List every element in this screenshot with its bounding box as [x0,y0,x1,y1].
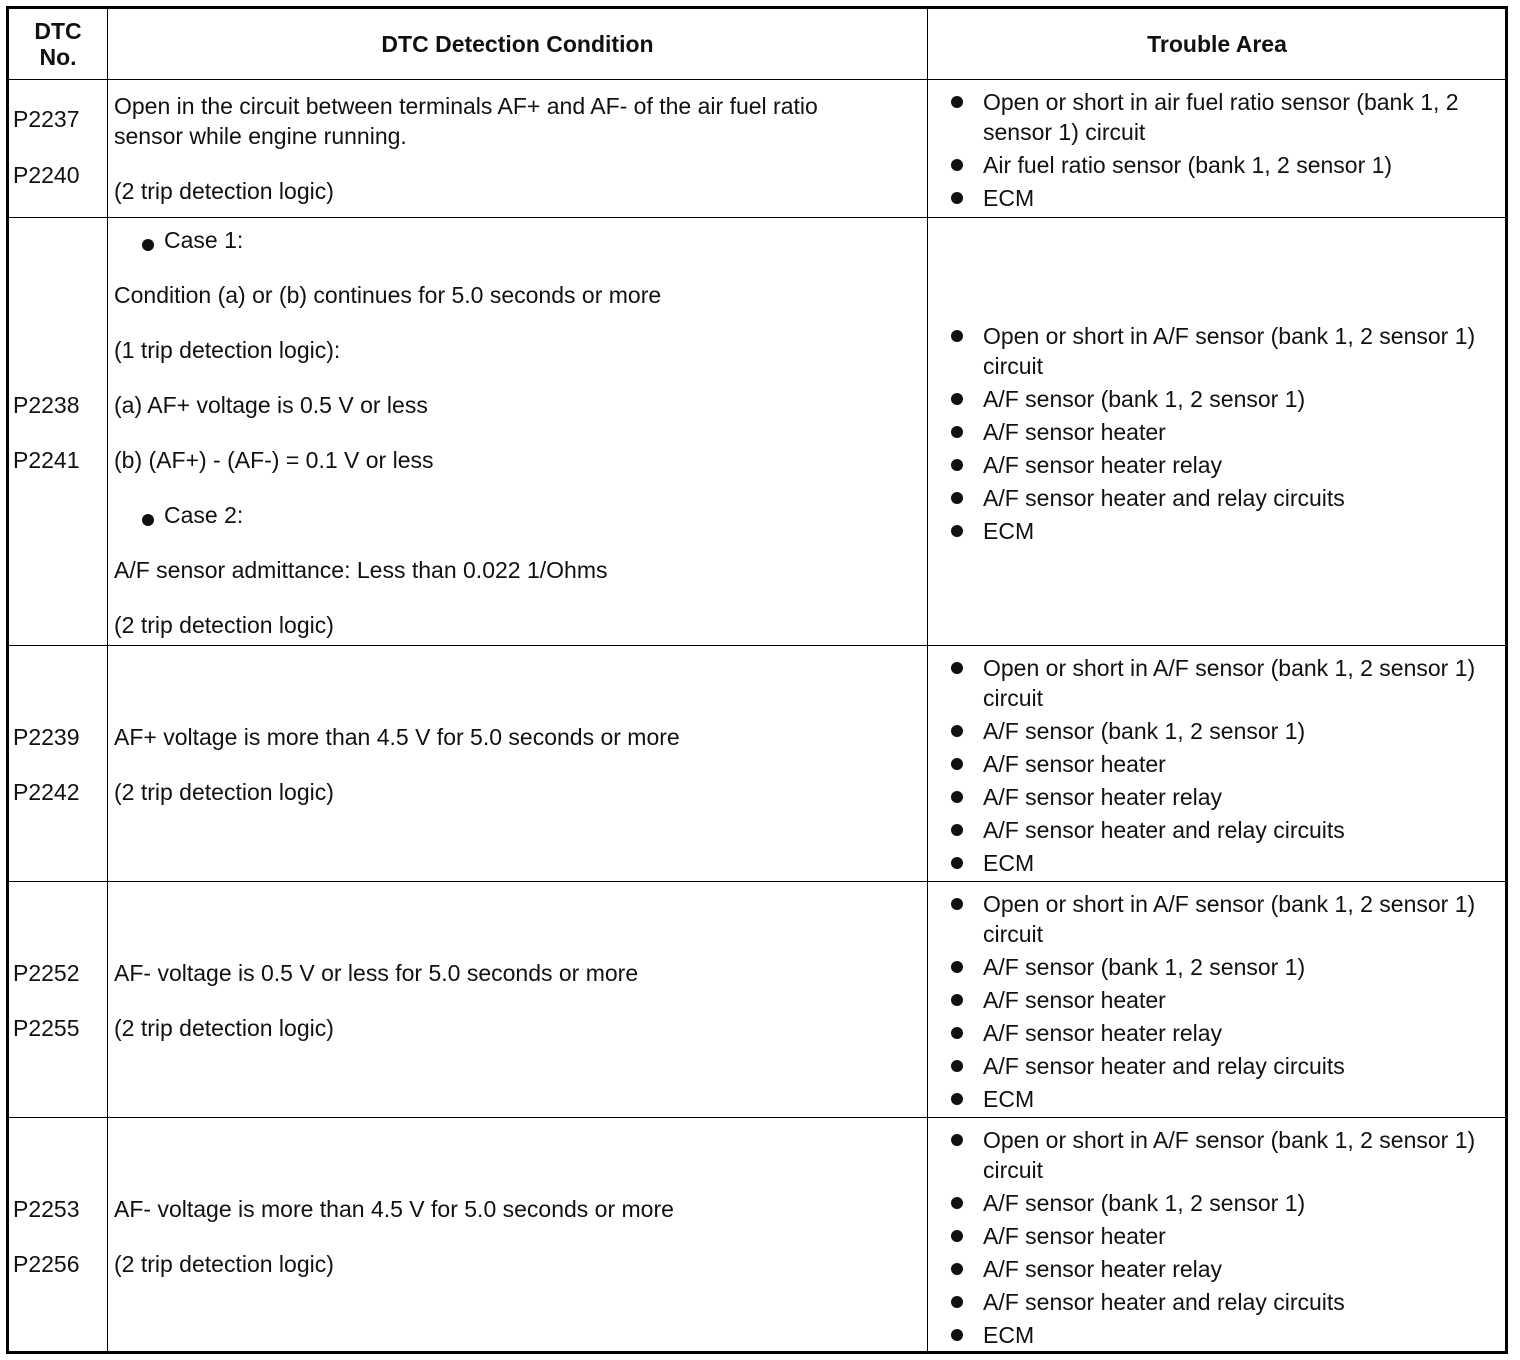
header-trouble-area: Trouble Area [1147,31,1287,57]
table-row [9,881,1505,1117]
bullet-icon [951,1296,963,1308]
bullet-icon [142,514,154,526]
condition-line: Condition (a) or (b) continues for 5.0 seconds or more [114,282,662,308]
list-item: Open or short in A/F sensor (bank 1, 2 sensor 1) circuit [928,653,1506,713]
dtc-code: P2256 [13,1251,80,1277]
condition-line: Case 2: [164,502,244,528]
condition-line: (b) (AF+) - (AF-) = 0.1 V or less [114,447,434,473]
bullet-icon [951,1060,963,1072]
bullet-icon [951,330,963,342]
list-item: ECM [928,1084,1506,1114]
bullet-icon [951,662,963,674]
dtc-code-cell [9,646,108,881]
list-item: A/F sensor heater [928,749,1506,779]
condition-line: sensor while engine running. [114,123,407,149]
list-item: Air fuel ratio sensor (bank 1, 2 sensor 1) [928,150,1506,180]
bullet-icon [951,192,963,204]
bullet-icon [951,791,963,803]
header-condition: DTC Detection Condition [108,9,928,79]
list-item: A/F sensor heater relay [928,1018,1506,1048]
dtc-code-cell [9,218,108,645]
list-item: A/F sensor heater and relay circuits [928,1051,1506,1081]
dtc-code-cell [9,80,108,217]
dtc-code: P2241 [13,447,80,473]
dtc-code-cell [9,882,108,1117]
condition-cell [108,1118,928,1351]
condition-line: AF- voltage is more than 4.5 V for 5.0 seconds or more [114,1196,674,1222]
condition-line: (2 trip detection logic) [114,779,334,805]
dtc-code: P2239 [13,724,80,750]
bullet-icon [951,1230,963,1242]
list-item: ECM [928,183,1506,213]
condition-line: (a) AF+ voltage is 0.5 V or less [114,392,428,418]
dtc-code: P2237 [13,106,80,132]
condition-cell [108,218,928,645]
list-item: A/F sensor heater and relay circuits [928,483,1506,513]
list-item: A/F sensor heater and relay circuits [928,815,1506,845]
list-item: A/F sensor heater [928,985,1506,1015]
dtc-code: P2240 [13,162,80,188]
condition-line: Open in the circuit between terminals AF+ and AF- of the air fuel ratio [114,93,818,119]
bullet-icon [951,857,963,869]
bullet-icon [951,1197,963,1209]
bullet-icon [951,961,963,973]
condition-line: AF+ voltage is more than 4.5 V for 5.0 seconds or more [114,724,680,750]
bullet-icon [951,1329,963,1341]
condition-line: (2 trip detection logic) [114,1015,334,1041]
bullet-icon [951,758,963,770]
bullet-icon [951,393,963,405]
list-item: A/F sensor heater and relay circuits [928,1287,1506,1317]
list-item: ECM [928,848,1506,878]
bullet-icon [951,824,963,836]
dtc-code: P2238 [13,392,80,418]
list-item: A/F sensor heater [928,417,1506,447]
bullet-icon [951,492,963,504]
list-item: Open or short in air fuel ratio sensor (bank 1, 2 sensor 1) circuit [928,87,1506,147]
bullet-icon [142,239,154,251]
condition-line: (1 trip detection logic): [114,337,341,363]
condition-cell [108,80,928,217]
table-row [9,79,1505,217]
bullet-icon [951,1027,963,1039]
bullet-icon [951,159,963,171]
list-item: ECM [928,1320,1506,1350]
list-item: A/F sensor heater relay [928,782,1506,812]
condition-line: Case 1: [164,227,244,253]
list-item: A/F sensor (bank 1, 2 sensor 1) [928,952,1506,982]
bullet-icon [951,525,963,537]
dtc-code: P2255 [13,1015,80,1041]
bullet-icon [951,898,963,910]
list-item: A/F sensor (bank 1, 2 sensor 1) [928,716,1506,746]
list-item: Open or short in A/F sensor (bank 1, 2 sensor 1) circuit [928,321,1506,381]
list-item: Open or short in A/F sensor (bank 1, 2 sensor 1) circuit [928,1125,1506,1185]
condition-line: AF- voltage is 0.5 V or less for 5.0 seconds or more [114,960,639,986]
trouble-area-cell [928,646,1506,881]
condition-line: (2 trip detection logic) [114,1251,334,1277]
list-item: A/F sensor (bank 1, 2 sensor 1) [928,1188,1506,1218]
list-item: A/F sensor (bank 1, 2 sensor 1) [928,384,1506,414]
condition-line: (2 trip detection logic) [114,612,334,638]
table-row [9,1117,1505,1351]
dtc-code: P2252 [13,960,80,986]
trouble-area-cell [928,80,1506,217]
bullet-icon [951,1093,963,1105]
list-item: A/F sensor heater [928,1221,1506,1251]
dtc-code: P2253 [13,1196,80,1222]
list-item: A/F sensor heater relay [928,1254,1506,1284]
bullet-icon [951,725,963,737]
header-row [9,9,1505,79]
bullet-icon [951,1263,963,1275]
trouble-area-cell [928,1118,1506,1351]
table-row [9,645,1505,881]
list-item: A/F sensor heater relay [928,450,1506,480]
bullet-icon [951,96,963,108]
dtc-table [6,6,1508,1354]
trouble-area-cell [928,218,1506,645]
trouble-area-cell [928,882,1506,1117]
list-item: ECM [928,516,1506,546]
list-item: Open or short in A/F sensor (bank 1, 2 sensor 1) circuit [928,889,1506,949]
bullet-icon [951,994,963,1006]
condition-cell [108,646,928,881]
condition-cell [108,882,928,1117]
table-row [9,217,1505,645]
bullet-icon [951,426,963,438]
dtc-code: P2242 [13,779,80,805]
condition-line: A/F sensor admittance: Less than 0.022 1/Ohms [114,557,608,583]
bullet-icon [951,459,963,471]
header-dtc-no: DTC No. [9,9,108,79]
condition-line: (2 trip detection logic) [114,178,334,204]
dtc-code-cell [9,1118,108,1351]
bullet-icon [951,1134,963,1146]
